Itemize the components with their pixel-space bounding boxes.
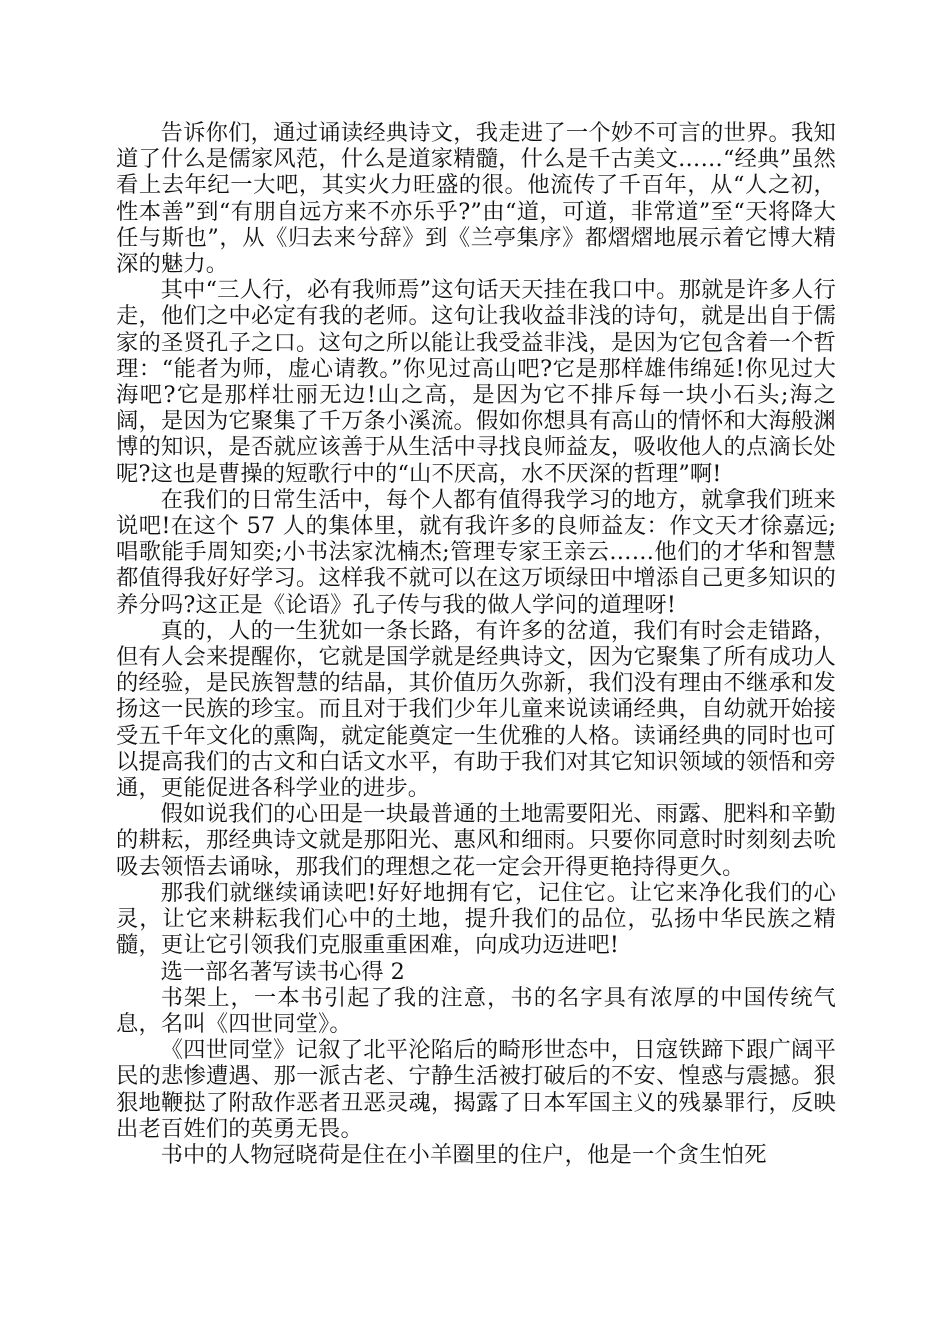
paragraph-1: 告诉你们，通过诵读经典诗文，我走进了一个妙不可言的世界。我知道了什么是儒家风范，什么是道家精髓，什么是千古美文……“经典”虽然看上去年纪一大吧，其实火力旺盛的很。他流传了千百年，从“人之初，性本善”到“有朋自远方来不亦乐乎?”由“道，可道，非常道”至“天将降大任与斯也”，从《归去来兮辞》到《兰亭集序》都熠熠地展示着它博大精深的魅力。: [116, 120, 836, 278]
paragraph-2: 其中“三人行，必有我师焉”这句话天天挂在我口中。那就是许多人行走，他们之中必定有我的老师。这句让我收益非浅的诗句，就是出自于儒家的圣贤孔子之口。这句之所以能让我受益非浅，是因为它包含着一个哲理：“能者为师，虚心请教。”你见过高山吧?它是那样雄伟绵延!你见过大海吧?它是那样壮丽无边!山之高，是因为它不排斥每一块小石头;海之阔，是因为它聚集了千万条小溪流。假如你想具有高山的情怀和大海般渊博的知识，是否就应该善于从生活中寻找良师益友，吸收他人的点滴长处呢?这也是曹操的短歌行中的“山不厌高，水不厌深的哲理”啊!: [116, 277, 836, 487]
paragraph-6: 那我们就继续诵读吧!好好地拥有它，记住它。让它来净化我们的心灵，让它来耕耘我们心中的土地，提升我们的品位，弘扬中华民族之精髓，更让它引领我们克服重重困难，向成功迈进吧!: [116, 879, 836, 959]
paragraph-7: 书架上，一本书引起了我的注意，书的名字具有浓厚的中国传统气息，名叫《四世同堂》。: [116, 984, 836, 1037]
paragraph-5: 假如说我们的心田是一块最普通的土地需要阳光、雨露、肥料和辛勤的耕耘，那经典诗文就是那阳光、惠风和细雨。只要你同意时时刻刻去吮吸去领悟去诵咏，那我们的理想之花一定会开得更艳持得更久。: [116, 801, 836, 880]
paragraph-3: 在我们的日常生活中，每个人都有值得我学习的地方，就拿我们班来说吧!在这个 57 人的集体里，就有我许多的良师益友：作文天才徐嘉远;唱歌能手周知奕;小书法家沈楠杰;管理专家王亲云……他们的才华和智慧都值得我好好学习。这样我不就可以在这万顷绿田中增添自己更多知识的养分吗?这正是《论语》孔子传与我的做人学问的道理呀!: [116, 486, 836, 618]
paragraph-4: 真的，人的一生犹如一条长路，有许多的岔道，我们有时会走错路，但有人会来提醒你，它就是国学就是经典诗文，因为它聚集了所有成功人的经验，是民族智慧的结晶，其价值历久弥新，我们没有理由不继承和发扬这一民族的珍宝。而且对于我们少年儿童来说读诵经典，自幼就开始接受五千年文化的熏陶，就定能奠定一生优雅的人格。读诵经典的同时也可以提高我们的古文和白话文水平，有助于我们对其它知识领域的领悟和旁通，更能促进各科学业的进步。: [116, 617, 836, 802]
document-page: [116, 120, 836, 1168]
section-heading: 选一部名著写读书心得 2: [160, 958, 405, 985]
paragraph-9: 书中的人物冠晓荷是住在小羊圈里的住户，他是一个贪生怕死: [160, 1141, 767, 1168]
paragraph-8: 《四世同堂》记叙了北平沦陷后的畸形世态中，日寇铁蹄下跟广阔平民的悲惨遭遇、那一派古老、宁静生活被打破后的不安、惶惑与震撼。狠狠地鞭挞了附敌作恶者丑恶灵魂，揭露了日本军国主义的残暴罪行，反映出老百姓们的英勇无畏。: [116, 1037, 836, 1142]
